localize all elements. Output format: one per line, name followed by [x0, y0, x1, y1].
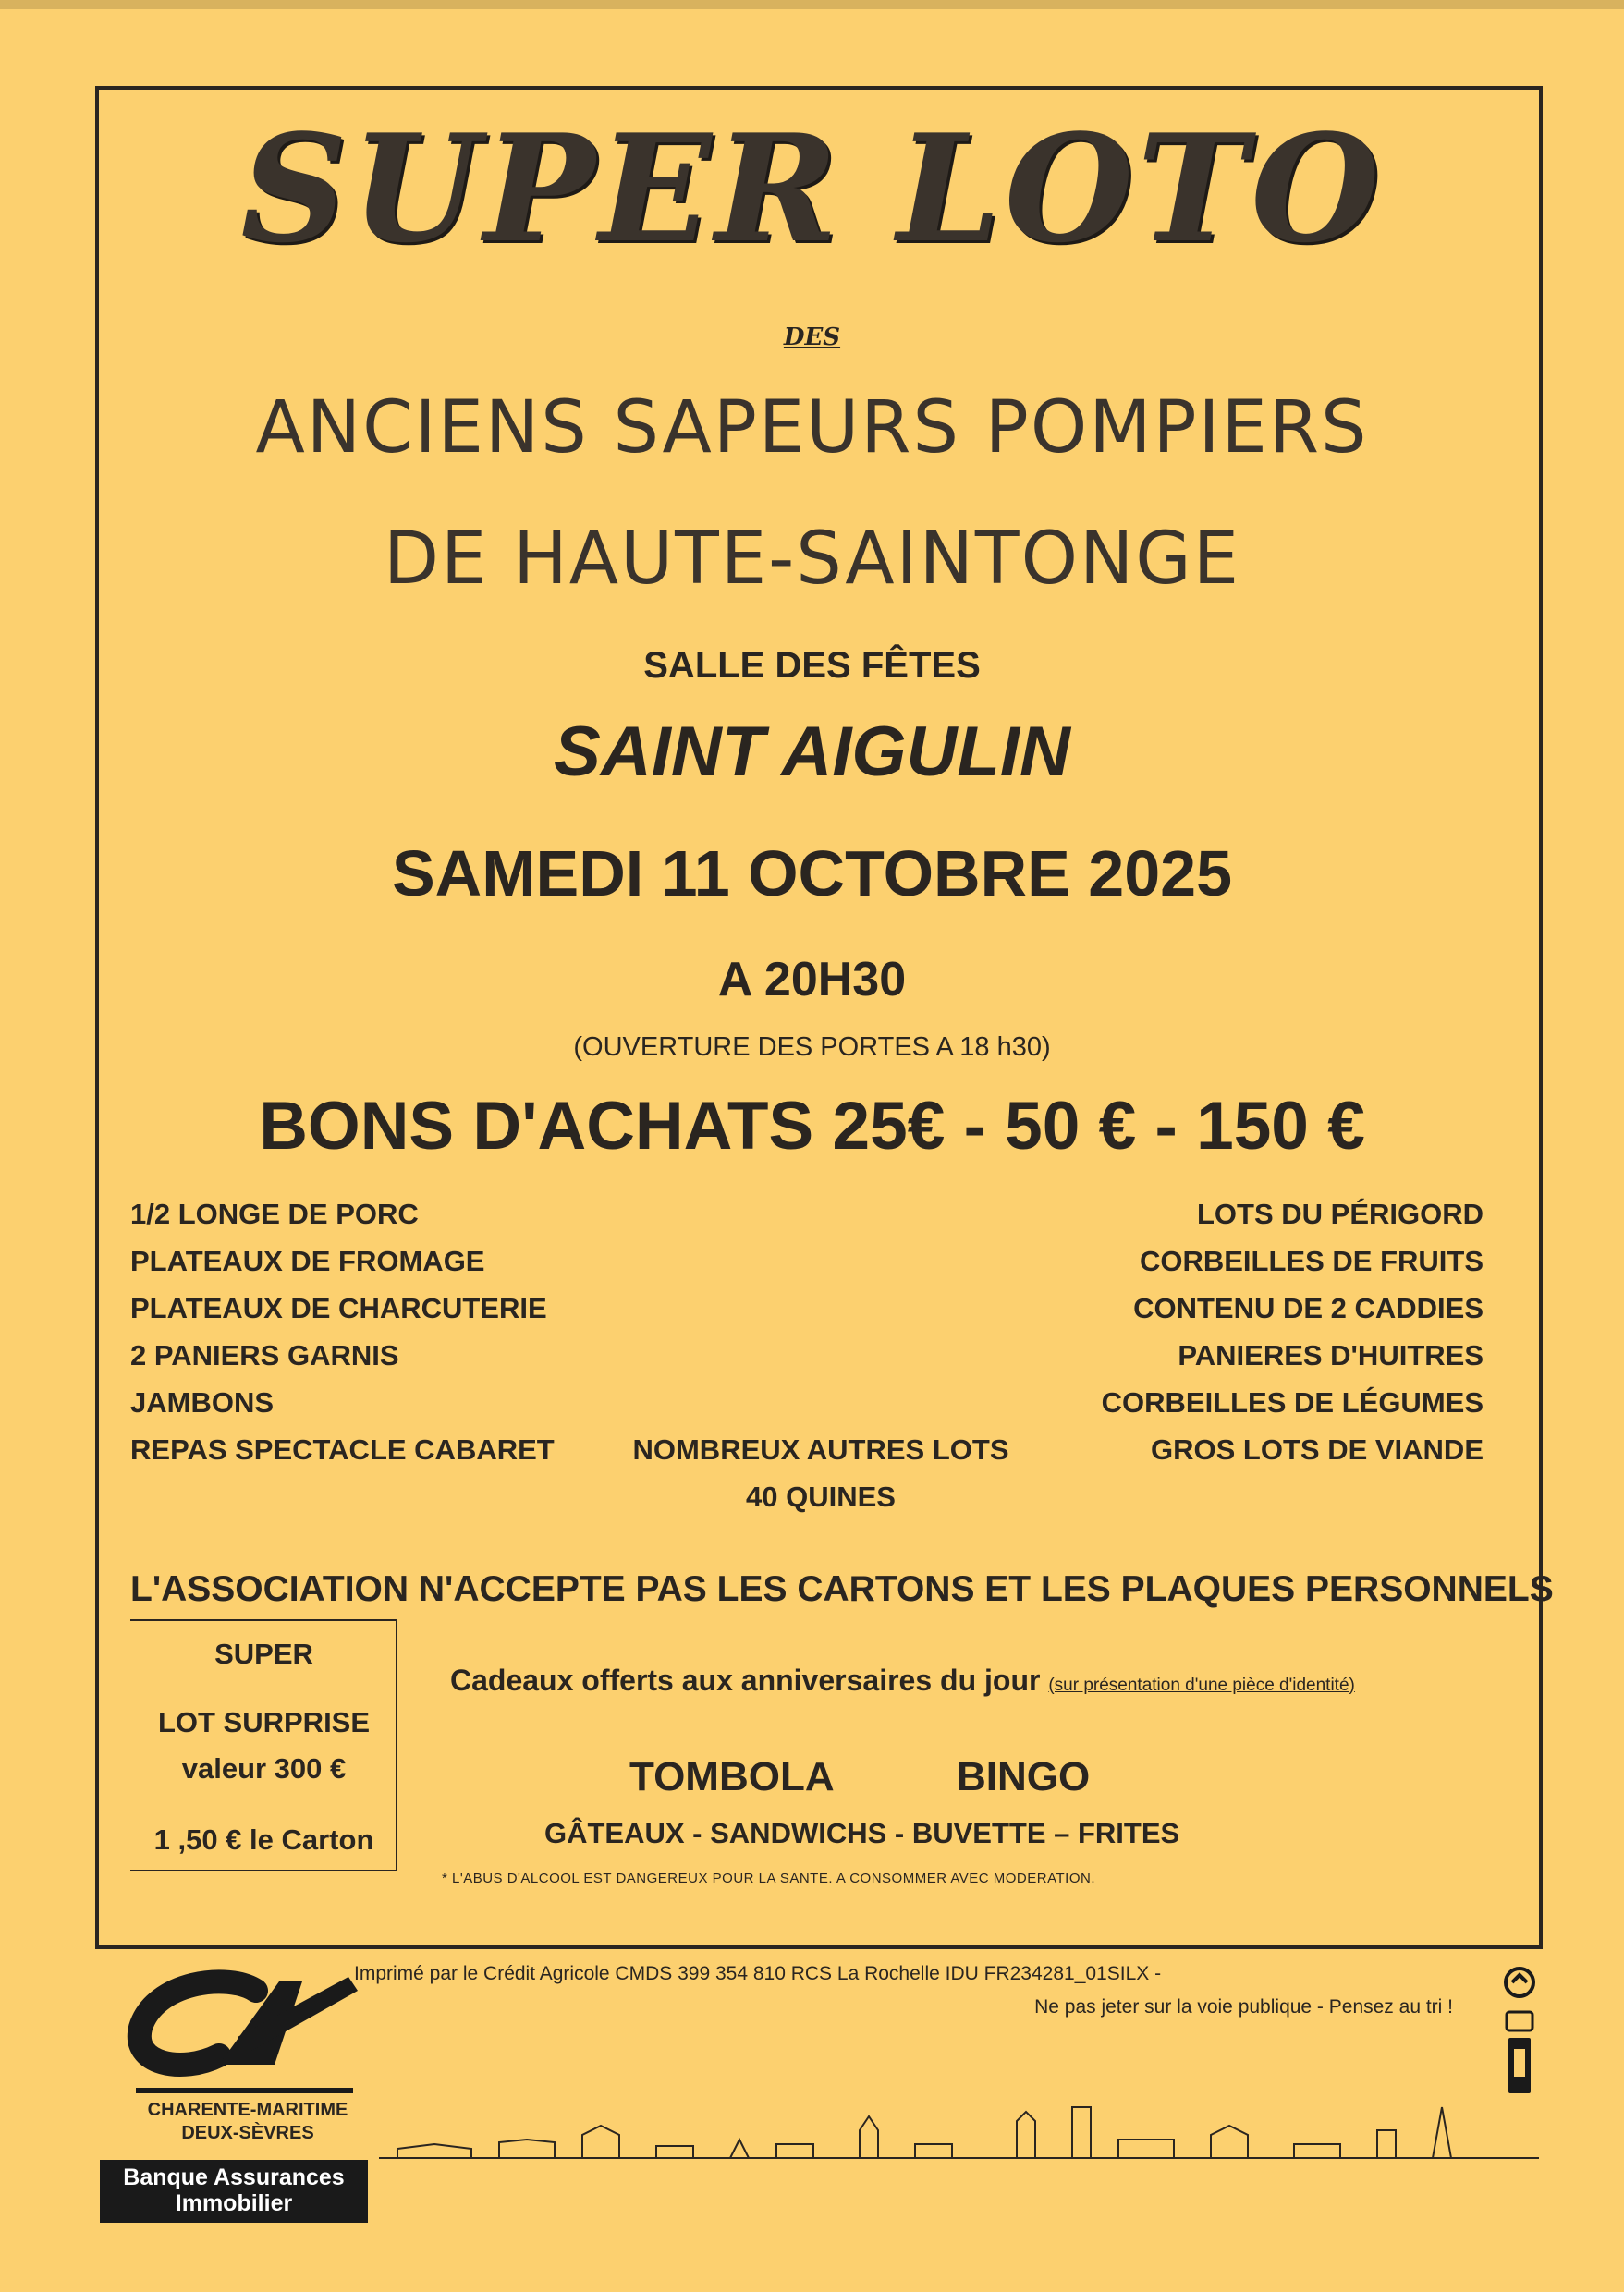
- doors-opening: (OUVERTURE DES PORTES A 18 h30): [573, 1032, 1051, 1062]
- printed-by: Imprimé par le Crédit Agricole CMDS 399 354 810 RCS La Rochelle IDU FR234281_01SILX -: [354, 1963, 1162, 1984]
- prize-right-3: CONTENU DE 2 CADDIES: [1133, 1292, 1484, 1324]
- prize-left-2: PLATEAUX DE FROMAGE: [130, 1245, 485, 1277]
- region-line-2: DEUX-SÈVRES: [181, 2123, 314, 2143]
- card-price: 1 ,50 € le Carton: [153, 1823, 374, 1856]
- cards-notice: L'ASSOCIATION N'ACCEPTE PAS LES CARTONS ET LES PLAQUES PERSONNELS: [130, 1569, 1554, 1609]
- town: SAINT AIGULIN: [554, 713, 1070, 791]
- des-label: DES: [783, 323, 841, 351]
- food-list: GÂTEAUX - SANDWICHS - BUVETTE – FRITES: [544, 1817, 1180, 1849]
- event-date: SAMEDI 11 OCTOBRE 2025: [391, 837, 1233, 909]
- prize-middle-1: NOMBREUX AUTRES LOTS: [632, 1433, 1009, 1466]
- event-time: A 20H30: [717, 953, 907, 1006]
- paper-edge: [0, 0, 1624, 9]
- dont-throw-notice: Ne pas jeter sur la voie publique - Pensez au tri !: [1034, 1996, 1453, 2018]
- prize-right-1: LOTS DU PÉRIGORD: [1196, 1198, 1484, 1230]
- poster-title: SUPER LOTO: [240, 102, 1384, 275]
- alcohol-warning: * L'ABUS D'ALCOOL EST DANGEREUX POUR LA SANTE. A CONSOMMER AVEC MODERATION.: [442, 1871, 1095, 1886]
- organization-line-2: DE HAUTE-SAINTONGE: [383, 518, 1241, 601]
- venue: SALLE DES FÊTES: [643, 645, 981, 686]
- vouchers: BONS D'ACHATS 25€ - 50 € - 150 €: [259, 1089, 1365, 1164]
- surprise-line-1: SUPER: [214, 1638, 313, 1670]
- birthday-gifts: [450, 1664, 1355, 1698]
- region-line-1: CHARENTE-MARITIME: [147, 2100, 348, 2120]
- prize-left-3: PLATEAUX DE CHARCUTERIE: [130, 1292, 547, 1324]
- prize-left-1: 1/2 LONGE DE PORC: [130, 1198, 419, 1230]
- recycle-icon: [1501, 1966, 1538, 2100]
- prize-right-2: CORBEILLES DE FRUITS: [1139, 1245, 1484, 1277]
- surprise-line-2: LOT SURPRISE: [157, 1706, 371, 1738]
- bank-line-2: Immobilier: [175, 2190, 293, 2216]
- surprise-line-3: valeur 300 €: [181, 1752, 347, 1785]
- birthday-gifts-text: Cadeaux offerts aux anniversaires du jour: [450, 1664, 1041, 1697]
- tombola: TOMBOLA: [629, 1754, 835, 1799]
- prize-left-6: REPAS SPECTACLE CABARET: [130, 1433, 555, 1466]
- bank-line-1: Banque Assurances: [123, 2164, 345, 2190]
- ca-logo-icon: [117, 1963, 367, 2111]
- prize-left-4: 2 PANIERS GARNIS: [130, 1339, 399, 1372]
- prize-right-4: PANIERES D'HUITRES: [1178, 1339, 1484, 1372]
- prize-right-5: CORBEILLES DE LÉGUMES: [1101, 1386, 1484, 1419]
- skyline-illustration-icon: [379, 2098, 1539, 2163]
- prize-middle-2: 40 QUINES: [746, 1481, 896, 1513]
- birthday-gifts-note: (sur présentation d'une pièce d'identité): [1048, 1676, 1355, 1695]
- prize-left-5: JAMBONS: [130, 1386, 275, 1419]
- organization-line-1: ANCIENS SAPEURS POMPIERS: [255, 386, 1369, 469]
- prize-right-6: GROS LOTS DE VIANDE: [1151, 1433, 1484, 1466]
- bingo: BINGO: [957, 1754, 1091, 1799]
